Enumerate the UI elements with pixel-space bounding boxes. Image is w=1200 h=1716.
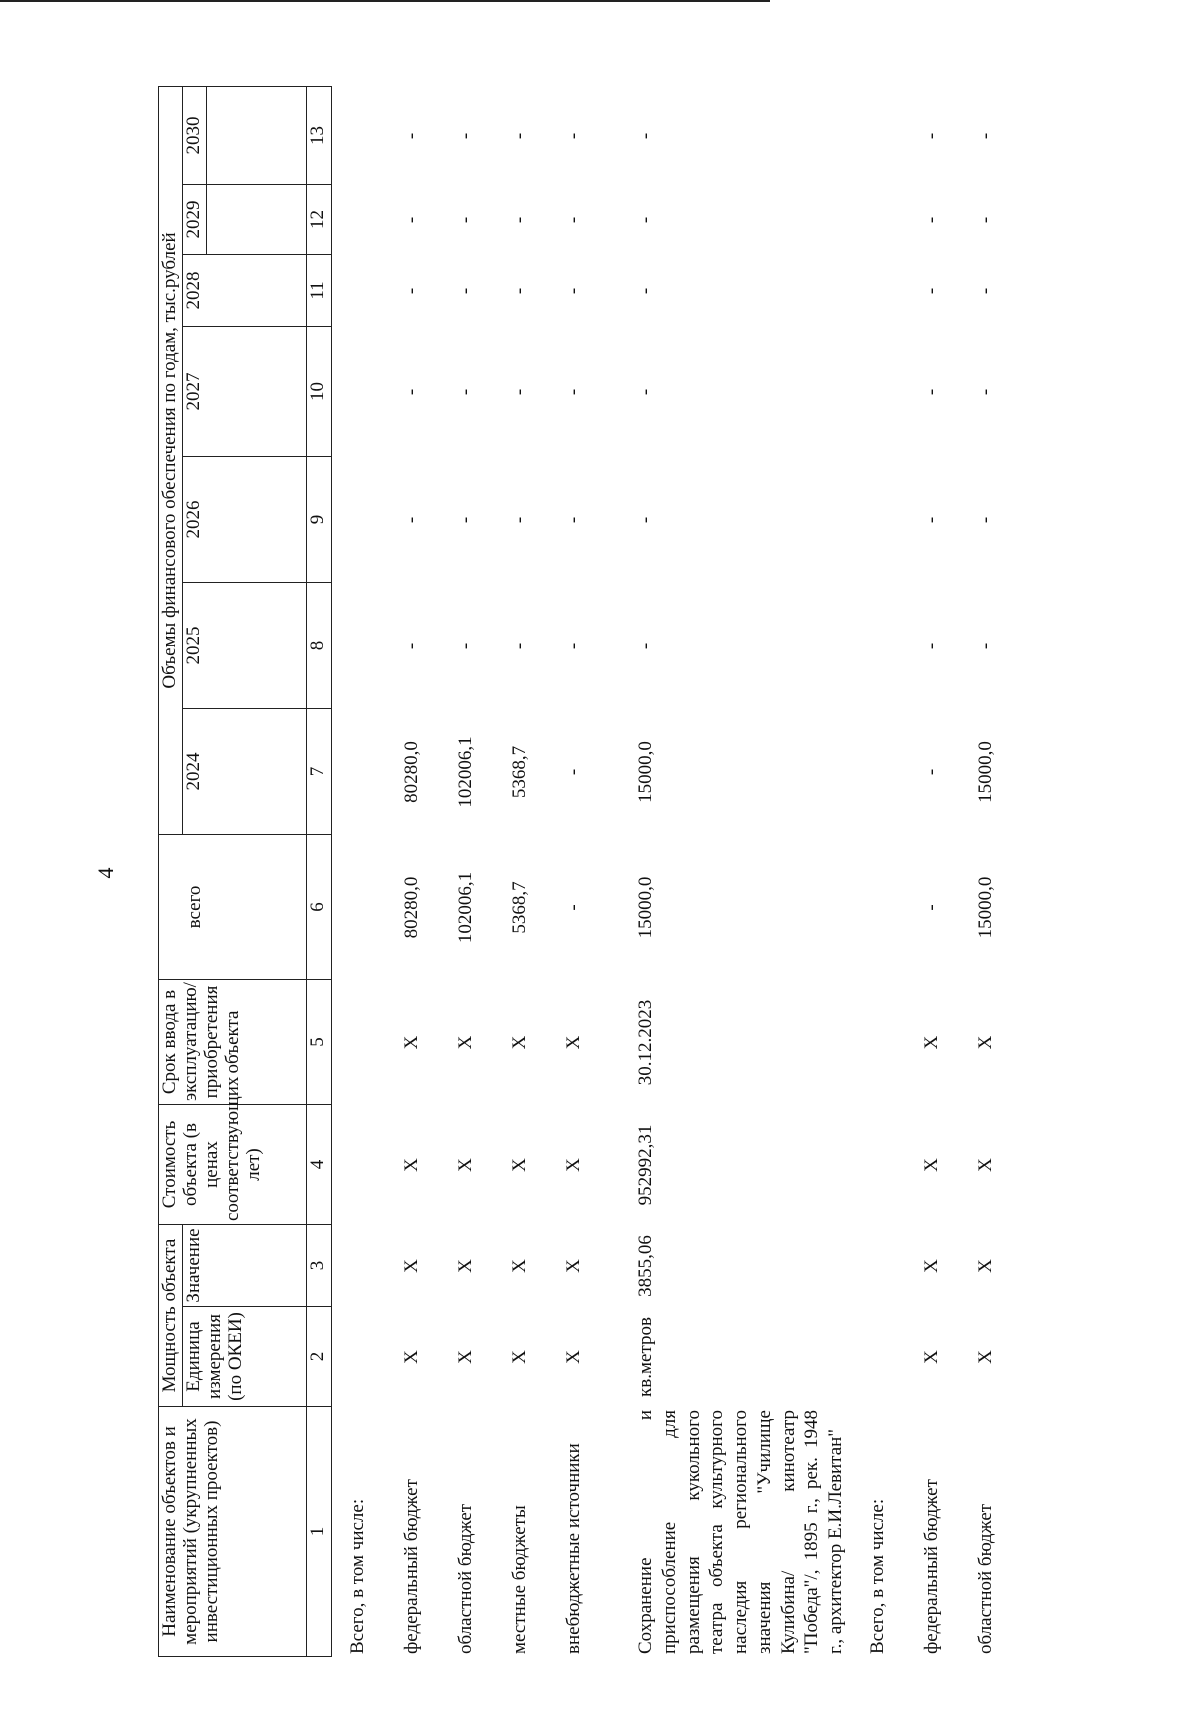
header-table (158, 86, 332, 1657)
row-2024: 15000,0 (635, 741, 656, 803)
row-cost (866, 1105, 920, 1225)
row-2029: - (455, 216, 476, 224)
colnum: 2 (306, 1307, 331, 1407)
row-2028: - (921, 287, 942, 295)
row-2029: - (635, 216, 656, 224)
row-2024: 5368,7 (509, 745, 530, 799)
row-2025: - (401, 642, 422, 650)
row-2029: - (401, 216, 422, 224)
row-2030: - (401, 132, 422, 140)
row-value: Х (563, 1259, 584, 1273)
row-2026: - (455, 516, 476, 524)
table-row (346, 87, 400, 1657)
row-unit (866, 1307, 920, 1407)
row-2028: - (455, 287, 476, 295)
row-2024 (866, 709, 920, 835)
row-name: местные бюджеты (509, 1505, 530, 1654)
row-2025 (866, 583, 920, 709)
row-term: 30.12.2023 (635, 999, 656, 1086)
row-unit: Х (455, 1350, 476, 1364)
table-row (920, 87, 974, 1657)
colnum: 4 (306, 1105, 331, 1225)
colnum: 11 (306, 255, 331, 327)
table-row (974, 87, 1028, 1657)
row-value: Х (975, 1259, 996, 1273)
row-2026: - (401, 516, 422, 524)
row-2026: - (921, 516, 942, 524)
header-col1: Наименование объектов и мероприятий (укрупненных инвестиционных проектов) (159, 1407, 307, 1657)
row-2027: - (635, 388, 656, 396)
row-total: - (921, 904, 942, 911)
header-total: всего (159, 835, 307, 980)
colnum: 10 (306, 327, 331, 457)
data-table (346, 87, 1028, 1657)
row-unit (346, 1307, 400, 1407)
rotated-table-container (158, 87, 1198, 1657)
row-term (346, 980, 400, 1105)
row-2026: - (509, 516, 530, 524)
row-2030: - (975, 132, 996, 140)
row-2025 (346, 583, 400, 709)
row-total (346, 835, 400, 980)
row-term (866, 980, 920, 1105)
row-2025: - (635, 642, 656, 650)
row-2030: - (635, 132, 656, 140)
row-2026: - (975, 516, 996, 524)
row-term: Х (509, 1035, 530, 1050)
header-finance: Объемы финансового обеспечения по годам, тыс.рублей (159, 86, 183, 834)
row-cost: Х (509, 1158, 530, 1172)
colnum: 3 (306, 1225, 331, 1307)
header-unit: Единица измерения (по ОКЕИ) (182, 1307, 306, 1407)
row-name: внебюджетные источники (563, 1443, 584, 1654)
colnum: 5 (306, 980, 331, 1105)
row-value (866, 1225, 920, 1307)
header-capacity: Мощность объекта (159, 1225, 183, 1407)
row-unit: Х (563, 1350, 584, 1364)
header-year-2026: 2026 (182, 457, 306, 583)
row-cost: 952992,31 (635, 1124, 656, 1206)
row-name: Сохранение и приспособление для размещения кукольного театра объекта культурного наследия регионального значения "Училище Кулибина/ кинотеатр "Победа"/, 1895 г., рек. 1948 г., архитектор Е.И.Левитан" (635, 1410, 846, 1654)
row-2024: 15000,0 (975, 741, 996, 803)
row-name: федеральный бюджет (401, 1479, 422, 1654)
page-number: 4 (93, 867, 118, 879)
row-2027 (866, 327, 920, 457)
row-2027: - (455, 388, 476, 396)
row-cost: Х (563, 1158, 584, 1172)
header-year-2025: 2025 (182, 583, 306, 709)
row-2029 (346, 185, 400, 255)
colnum: 6 (306, 835, 331, 980)
colnum: 8 (306, 583, 331, 709)
row-2025: - (455, 642, 476, 650)
table-row (634, 87, 866, 1657)
row-value: Х (455, 1259, 476, 1273)
row-2028 (866, 255, 920, 327)
header-term: Срок ввода в эксплуатацию/ приобретения объекта (159, 980, 307, 1105)
row-cost: Х (455, 1158, 476, 1172)
row-2024: - (563, 768, 584, 776)
row-name: областной бюджет (975, 1503, 996, 1654)
row-2030: - (455, 132, 476, 140)
row-2026: - (563, 516, 584, 524)
row-2026 (346, 457, 400, 583)
row-value: Х (921, 1259, 942, 1273)
row-cost: Х (975, 1158, 996, 1172)
row-value (346, 1225, 400, 1307)
row-total: 5368,7 (509, 881, 530, 934)
row-unit: Х (921, 1350, 942, 1364)
column-number-row (306, 86, 331, 1656)
row-unit: Х (401, 1350, 422, 1364)
row-2025: - (563, 642, 584, 650)
row-name: Всего, в том числе: (347, 1498, 368, 1654)
table-row (400, 87, 454, 1657)
row-cost: Х (401, 1158, 422, 1172)
row-2028: - (401, 287, 422, 295)
header-value: Значение (182, 1225, 306, 1307)
row-total: 15000,0 (975, 876, 996, 939)
table-row (562, 87, 634, 1657)
row-unit: Х (509, 1350, 530, 1364)
row-term: Х (975, 1035, 996, 1050)
row-2029: - (509, 216, 530, 224)
header-year-2028: 2028 (182, 255, 306, 327)
row-2029: - (921, 216, 942, 224)
row-2030 (866, 87, 920, 185)
row-2028 (346, 255, 400, 327)
row-total: 102006,1 (455, 871, 476, 944)
top-rule (0, 0, 770, 2)
row-term: Х (921, 1035, 942, 1050)
row-cost (346, 1105, 400, 1225)
row-2027: - (401, 388, 422, 396)
row-total (866, 835, 920, 980)
row-2029: - (563, 216, 584, 224)
row-2024: - (921, 768, 942, 776)
row-2028: - (509, 287, 530, 295)
row-value: Х (401, 1259, 422, 1273)
row-cost: Х (921, 1158, 942, 1172)
row-2025: - (975, 642, 996, 650)
row-term: Х (455, 1035, 476, 1050)
row-name: федеральный бюджет (921, 1479, 942, 1654)
header-year-2024: 2024 (182, 709, 306, 835)
row-2027: - (563, 388, 584, 396)
row-2030: - (921, 132, 942, 140)
table-row (454, 87, 508, 1657)
row-2027: - (509, 388, 530, 396)
row-total: 15000,0 (635, 876, 656, 939)
row-2028: - (635, 287, 656, 295)
header-year-2029: 2029 (182, 185, 206, 255)
row-2024: 102006,1 (455, 736, 476, 808)
row-2026: - (635, 516, 656, 524)
header-blank-2030 (206, 86, 306, 184)
table-row (866, 87, 920, 1657)
row-2029: - (975, 216, 996, 224)
colnum: 1 (306, 1407, 331, 1657)
row-2027: - (921, 388, 942, 396)
row-2025: - (509, 642, 530, 650)
row-2024: 80280,0 (401, 741, 422, 803)
colnum: 13 (306, 86, 331, 184)
row-2025: - (921, 642, 942, 650)
row-2030: - (563, 132, 584, 140)
row-2028: - (563, 287, 584, 295)
colnum: 12 (306, 185, 331, 255)
row-name: Всего, в том числе: (867, 1498, 888, 1654)
row-total: - (563, 904, 584, 911)
row-2029 (866, 185, 920, 255)
row-2024 (346, 709, 400, 835)
row-2026 (866, 457, 920, 583)
row-2030: - (509, 132, 530, 140)
row-name: областной бюджет (455, 1503, 476, 1654)
row-2027: - (975, 388, 996, 396)
row-value: Х (509, 1259, 530, 1273)
row-total: 80280,0 (401, 876, 422, 939)
header-year-2030: 2030 (182, 86, 206, 184)
row-2028: - (975, 287, 996, 295)
row-2030 (346, 87, 400, 185)
header-blank-2029 (206, 185, 306, 255)
header-cost: Стоимость объекта (в ценах соответствующих лет) (159, 1105, 307, 1225)
row-unit: Х (975, 1350, 996, 1364)
row-value: 3855,06 (635, 1235, 656, 1297)
header-year-2027: 2027 (182, 327, 306, 457)
row-2027 (346, 327, 400, 457)
row-term: Х (401, 1035, 422, 1050)
table-row (508, 87, 562, 1657)
row-unit: кв.метров (635, 1317, 656, 1397)
row-term: Х (563, 1035, 584, 1050)
colnum: 9 (306, 457, 331, 583)
colnum: 7 (306, 709, 331, 835)
